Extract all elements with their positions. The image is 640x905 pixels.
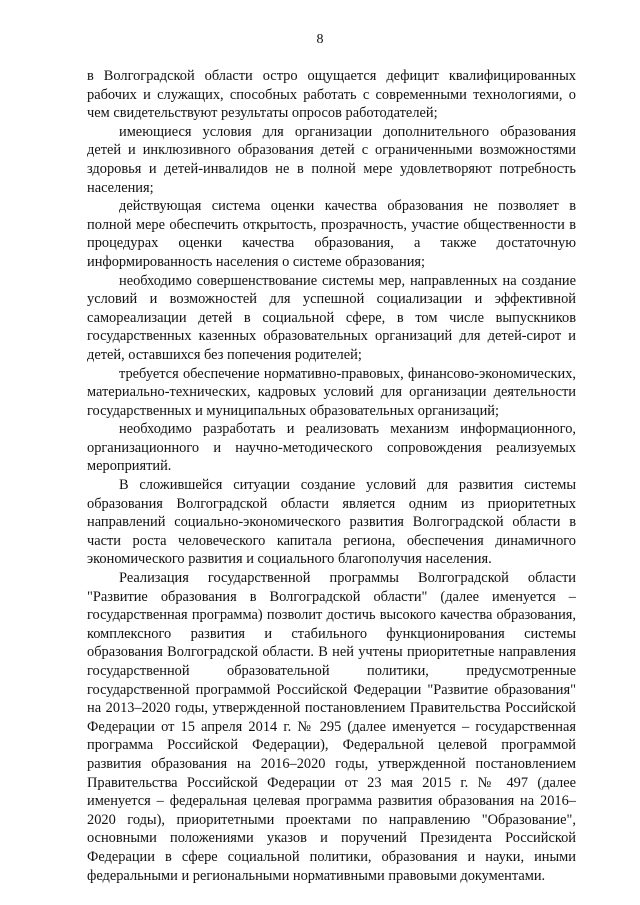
paragraph-workforce-shortage: в Волгоградской области остро ощущается дефицит квалифицированных рабочих и служащих, способных работать с современными технологиями, о чем свидетельствуют результаты опросов работодателей;	[87, 68, 576, 122]
paragraph-additional-education: имеющиеся условия для организации дополнительного образования детей и инклюзивного образования детей с ограниченными возможностями здоровья и детей-инвалидов не в полной мере удовлетворяют потребность населения;	[87, 123, 576, 196]
page-number: 8	[316, 32, 324, 47]
body-text	[87, 67, 576, 885]
paragraph-methodological-support: необходимо разработать и реализовать механизм информационного, организационного и научно-методического сопровождения реализуемых мероприятий.	[87, 421, 576, 475]
paragraph-program-implementation: Реализация государственной программы Волгоградской области "Развитие образования в Волгоградской области" (далее именуется – государственная программа) позволит достичь высокого качества образования, комплексного развития и стабильного функционирования системы образования Волгоградской области. В ней учтены приоритетные направления государственной образовательной политики, предусмотренные государственной программой Российской Федерации "Развитие образования" на 2013–2020 годы, утвержденной постановлением Правительства Российской Федерации от 15 апреля 2014 г. № 295 (далее именуется – государственная программа Российской Федерации), Федеральной целевой программой развития образования на 2016–2020 годы, утвержденной постановлением Правительства Российской Федерации от 23 мая 2015 г. № 497 (далее именуется – федеральная целевая программа развития образования на 2016–2020 годы), приоритетными проектами по направлению "Образование", основными положениями указов и поручений Президента Российской Федерации в сфере социальной политики, образования и науки, иными федеральными и региональными нормативными правовыми документами.	[87, 570, 576, 884]
paragraph-socialization: необходимо совершенствование системы мер, направленных на создание условий и возможностей для успешной социализации и эффективной самореализации детей в социальной сфере, в том числе выпускников государственных казенных образовательных организаций для детей-сирот и детей, оставшихся без попечения родителей;	[87, 272, 576, 363]
paragraph-regulatory-support: требуется обеспечение нормативно-правовых, финансово-экономических, материально-технических, кадровых условий для организации деятельности государственных и муниципальных образовательных организаций;	[87, 365, 576, 419]
paragraph-quality-assessment: действующая система оценки качества образования не позволяет в полной мере обеспечить открытость, прозрачность, участие общественности в процедурах оценки качества образования, а также достаточную информированность населения о системе образования;	[87, 198, 576, 270]
paragraph-priority-direction: В сложившейся ситуации создание условий для развития системы образования Волгоградской области является одним из приоритетных направлений социально-экономического развития Волгоградской области в части роста человеческого капитала региона, обеспечения динамичного экономического развития и социального благополучия населения.	[87, 477, 576, 568]
